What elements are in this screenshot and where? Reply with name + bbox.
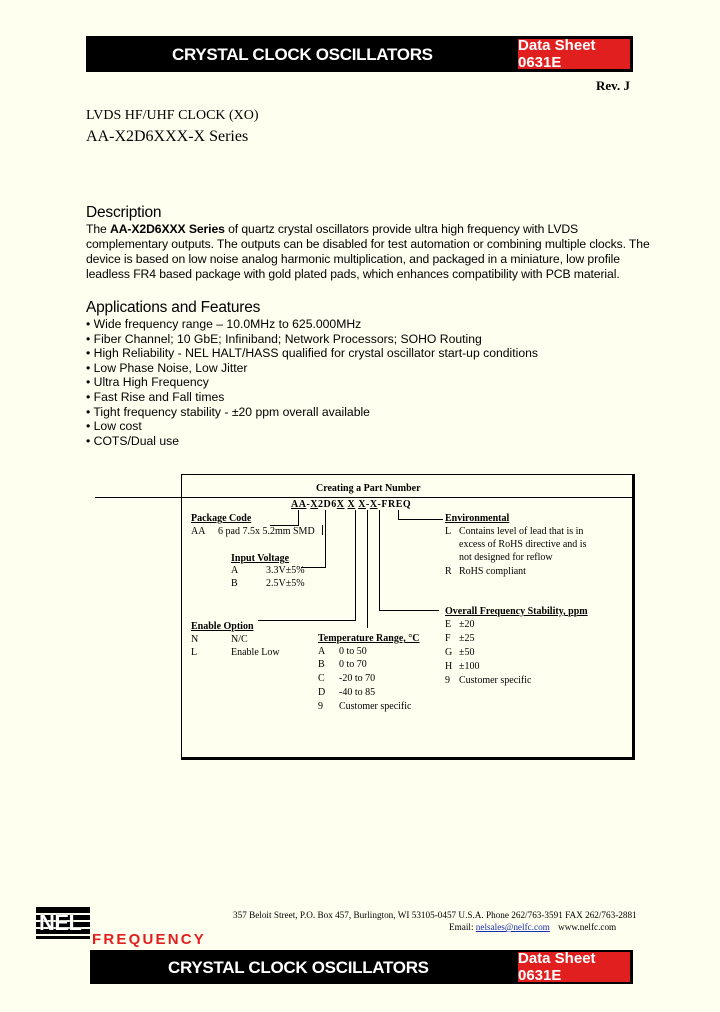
- connector: [258, 620, 356, 621]
- stability-code: G: [445, 647, 453, 658]
- pattern-freq: -FREQ: [377, 499, 412, 510]
- enable-code-l: L: [191, 647, 198, 658]
- footer-datasheet-badge: Data Sheet 0631E: [518, 952, 630, 982]
- temperature-desc: -20 to 70: [339, 673, 376, 684]
- header-title: CRYSTAL CLOCK OSCILLATORS: [172, 45, 433, 64]
- list-item: • Wide frequency range – 10.0MHz to 625.000MHz: [86, 317, 362, 331]
- pattern-stability: X: [358, 499, 366, 510]
- list-item: • Low Phase Noise, Low Jitter: [86, 360, 248, 375]
- product-line2: AA-X2D6XXX-X Series: [86, 128, 249, 145]
- logo-text: NEL: [39, 910, 82, 935]
- stability-desc: ±100: [459, 661, 480, 672]
- part-number-pattern: [291, 499, 411, 510]
- connector: [379, 610, 439, 611]
- stability-code: F: [445, 633, 451, 644]
- environmental-desc: Contains level of lead that is in: [459, 526, 584, 537]
- stability-code: E: [445, 619, 452, 630]
- package-code: AA: [191, 526, 206, 537]
- features-list: [86, 317, 538, 448]
- enable-heading: Enable Option: [191, 621, 254, 632]
- voltage-heading: Input Voltage: [231, 553, 290, 564]
- connector: [325, 510, 326, 567]
- connector: [301, 567, 326, 568]
- pattern-fixed: 2D6: [318, 499, 337, 510]
- list-item: • Fiber Channel; 10 GbE; Infiniband; Network Processors; SOHO Routing: [86, 331, 482, 346]
- connector: [298, 510, 299, 525]
- temperature-code: B: [318, 659, 325, 670]
- environmental-desc: not designed for reflow: [459, 552, 553, 563]
- connector: [367, 510, 368, 628]
- voltage-code-b: B: [231, 578, 238, 589]
- stability-desc: ±50: [459, 647, 475, 658]
- description-lead: The: [86, 222, 110, 236]
- revision: Rev. J: [596, 78, 630, 93]
- pattern-sep: -: [365, 499, 370, 510]
- connector: [322, 525, 323, 535]
- footer-title: CRYSTAL CLOCK OSCILLATORS: [168, 958, 429, 977]
- pattern-environmental: X: [369, 499, 378, 510]
- package-desc: 6 pad 7.5x 5.2mm SMD: [218, 526, 315, 537]
- product-line1: LVDS HF/UHF CLOCK (XO): [86, 108, 259, 123]
- datasheet-badge: Data Sheet 0631E: [518, 39, 630, 69]
- enable-desc-n: N/C: [231, 634, 248, 645]
- list-item: • Ultra High Frequency: [86, 375, 209, 390]
- list-item: • Low cost: [86, 419, 142, 434]
- package-heading: Package Code: [191, 513, 252, 524]
- stability-desc: ±25: [459, 633, 475, 644]
- list-item: • COTS/Dual use: [86, 433, 179, 448]
- pattern-sep: -: [306, 499, 311, 510]
- environmental-code: L: [445, 526, 452, 537]
- email-link[interactable]: nelsales@nelfc.com: [475, 922, 550, 932]
- temperature-code: C: [318, 673, 325, 684]
- pattern-package: AA: [291, 499, 307, 510]
- nel-logo: [36, 907, 90, 939]
- address: 357 Beloit Street, P.O. Box 457, Burlington, WI 53105-0457 U.S.A. Phone 262/763-3591 FAX 262/763-2881: [233, 910, 637, 920]
- stability-heading: Overall Frequency Stability, ppm: [445, 606, 588, 617]
- temperature-desc: 0 to 70: [339, 659, 367, 670]
- email-label: Email:: [449, 922, 474, 932]
- list-item: • High Reliability - NEL HALT/HASS qualified for crystal oscillator start-up conditions: [86, 346, 538, 361]
- environmental-heading: Environmental: [445, 513, 510, 524]
- environmental-desc: excess of RoHS directive and is: [459, 539, 587, 550]
- description-heading: Description: [86, 204, 162, 221]
- pattern-temperature: X: [347, 499, 356, 510]
- divider: [95, 497, 634, 498]
- description-text: [86, 222, 686, 282]
- frequency-logo: FREQUENCY: [92, 931, 206, 948]
- description-series: AA-X2D6XXX Series: [110, 222, 225, 236]
- voltage-code-a: A: [231, 565, 239, 576]
- voltage-desc-a: 3.3V±5%: [266, 565, 305, 576]
- stability-desc: ±20: [459, 619, 475, 630]
- temperature-code: D: [318, 687, 326, 698]
- temperature-heading: Temperature Range, °C: [318, 633, 420, 644]
- web-link[interactable]: www.nelfc.com: [558, 922, 617, 932]
- voltage-desc-b: 2.5V±5%: [266, 578, 305, 589]
- pattern-enable: X: [336, 499, 345, 510]
- description-body3: device is based on low noise analog harmonic multiplication, and packaged in a miniature, low profile: [86, 252, 620, 266]
- connector: [355, 510, 356, 620]
- description-body2: complementary outputs. The outputs can be disabled for test automation or combining multiple clocks. The: [86, 237, 650, 251]
- contact: [449, 922, 616, 932]
- stability-code: 9: [445, 675, 450, 686]
- stability-desc: Customer specific: [459, 675, 532, 686]
- temperature-code: A: [318, 646, 326, 657]
- part-number-title: Creating a Part Number: [316, 483, 421, 494]
- environmental-code: R: [445, 566, 452, 577]
- pattern-voltage: X: [310, 499, 319, 510]
- description-body4: leadless FR4 based package with gold plated pads, which enhances compatibility with PCB material.: [86, 267, 620, 281]
- environmental-desc: RoHS compliant: [459, 566, 526, 577]
- stability-code: H: [445, 661, 453, 672]
- list-item: • Fast Rise and Fall times: [86, 389, 225, 404]
- connector: [379, 510, 380, 610]
- connector: [398, 519, 443, 520]
- features-heading: Applications and Features: [86, 299, 261, 316]
- list-item: • Tight frequency stability - ±20 ppm overall available: [86, 404, 370, 419]
- temperature-code: 9: [318, 701, 323, 712]
- enable-desc-l: Enable Low: [231, 647, 280, 658]
- description-body1: of quartz crystal oscillators provide ultra high frequency with LVDS: [224, 222, 579, 236]
- temperature-desc: 0 to 50: [339, 646, 367, 657]
- temperature-desc: -40 to 85: [339, 687, 376, 698]
- temperature-desc: Customer specific: [339, 701, 412, 712]
- nel-logo-box: [36, 907, 90, 939]
- enable-code-n: N: [191, 634, 199, 645]
